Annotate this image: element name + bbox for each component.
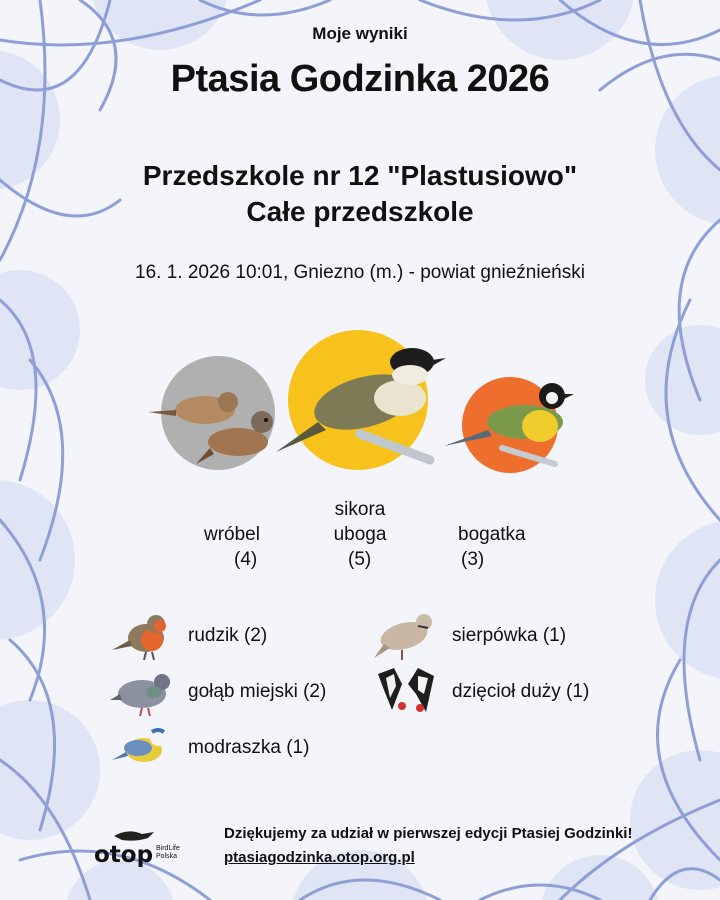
thanks-message: Dziękujemy za udział w pierwszej edycji Ptasiej Godzinki! <box>224 825 633 842</box>
top-bird-3-count: (3) <box>461 549 485 570</box>
collared-dove-icon <box>372 608 440 664</box>
participant-block <box>0 158 720 230</box>
participant-group: Całe przedszkole <box>246 196 474 227</box>
list-item <box>108 664 326 720</box>
blue-tit-icon <box>108 720 176 776</box>
top-bird-3-name: bogatka <box>458 524 526 545</box>
robin-icon <box>108 608 176 664</box>
list-item <box>108 720 309 776</box>
list-item-label: dzięcioł duży (1) <box>452 681 590 702</box>
woodpecker-icon <box>372 664 440 720</box>
list-item-label: sierpówka (1) <box>452 625 567 646</box>
list-item <box>108 608 267 664</box>
list-item-label: rudzik (2) <box>188 625 268 646</box>
otop-logo <box>92 826 192 870</box>
top-bird-1-name: wróbel <box>204 524 260 545</box>
list-item-label: gołąb miejski (2) <box>188 681 327 702</box>
pigeon-icon <box>108 664 176 720</box>
list-item <box>372 664 589 720</box>
top-birds-illustration <box>0 330 720 480</box>
top-bird-2-count: (5) <box>348 549 372 570</box>
top-bird-2-name: sikora uboga <box>333 499 387 545</box>
top-bird-1-count: (4) <box>234 549 258 570</box>
website-link[interactable]: ptasiagodzinka.otop.org.pl <box>224 849 415 866</box>
list-item <box>372 608 566 664</box>
participant-name: Przedszkole nr 12 "Plastusiowo" <box>142 160 578 191</box>
list-item-label: modraszka (1) <box>188 737 310 758</box>
page-title: Ptasia Godzinka 2026 <box>170 58 550 100</box>
results-subtitle: Moje wyniki <box>312 24 408 43</box>
date-location-line: 16. 1. 2026 10:01, Gniezno (m.) - powiat gnieźnieński <box>135 262 585 283</box>
logo-sub: BirdLife Polska <box>156 845 180 860</box>
logo-text: otop <box>94 842 154 868</box>
